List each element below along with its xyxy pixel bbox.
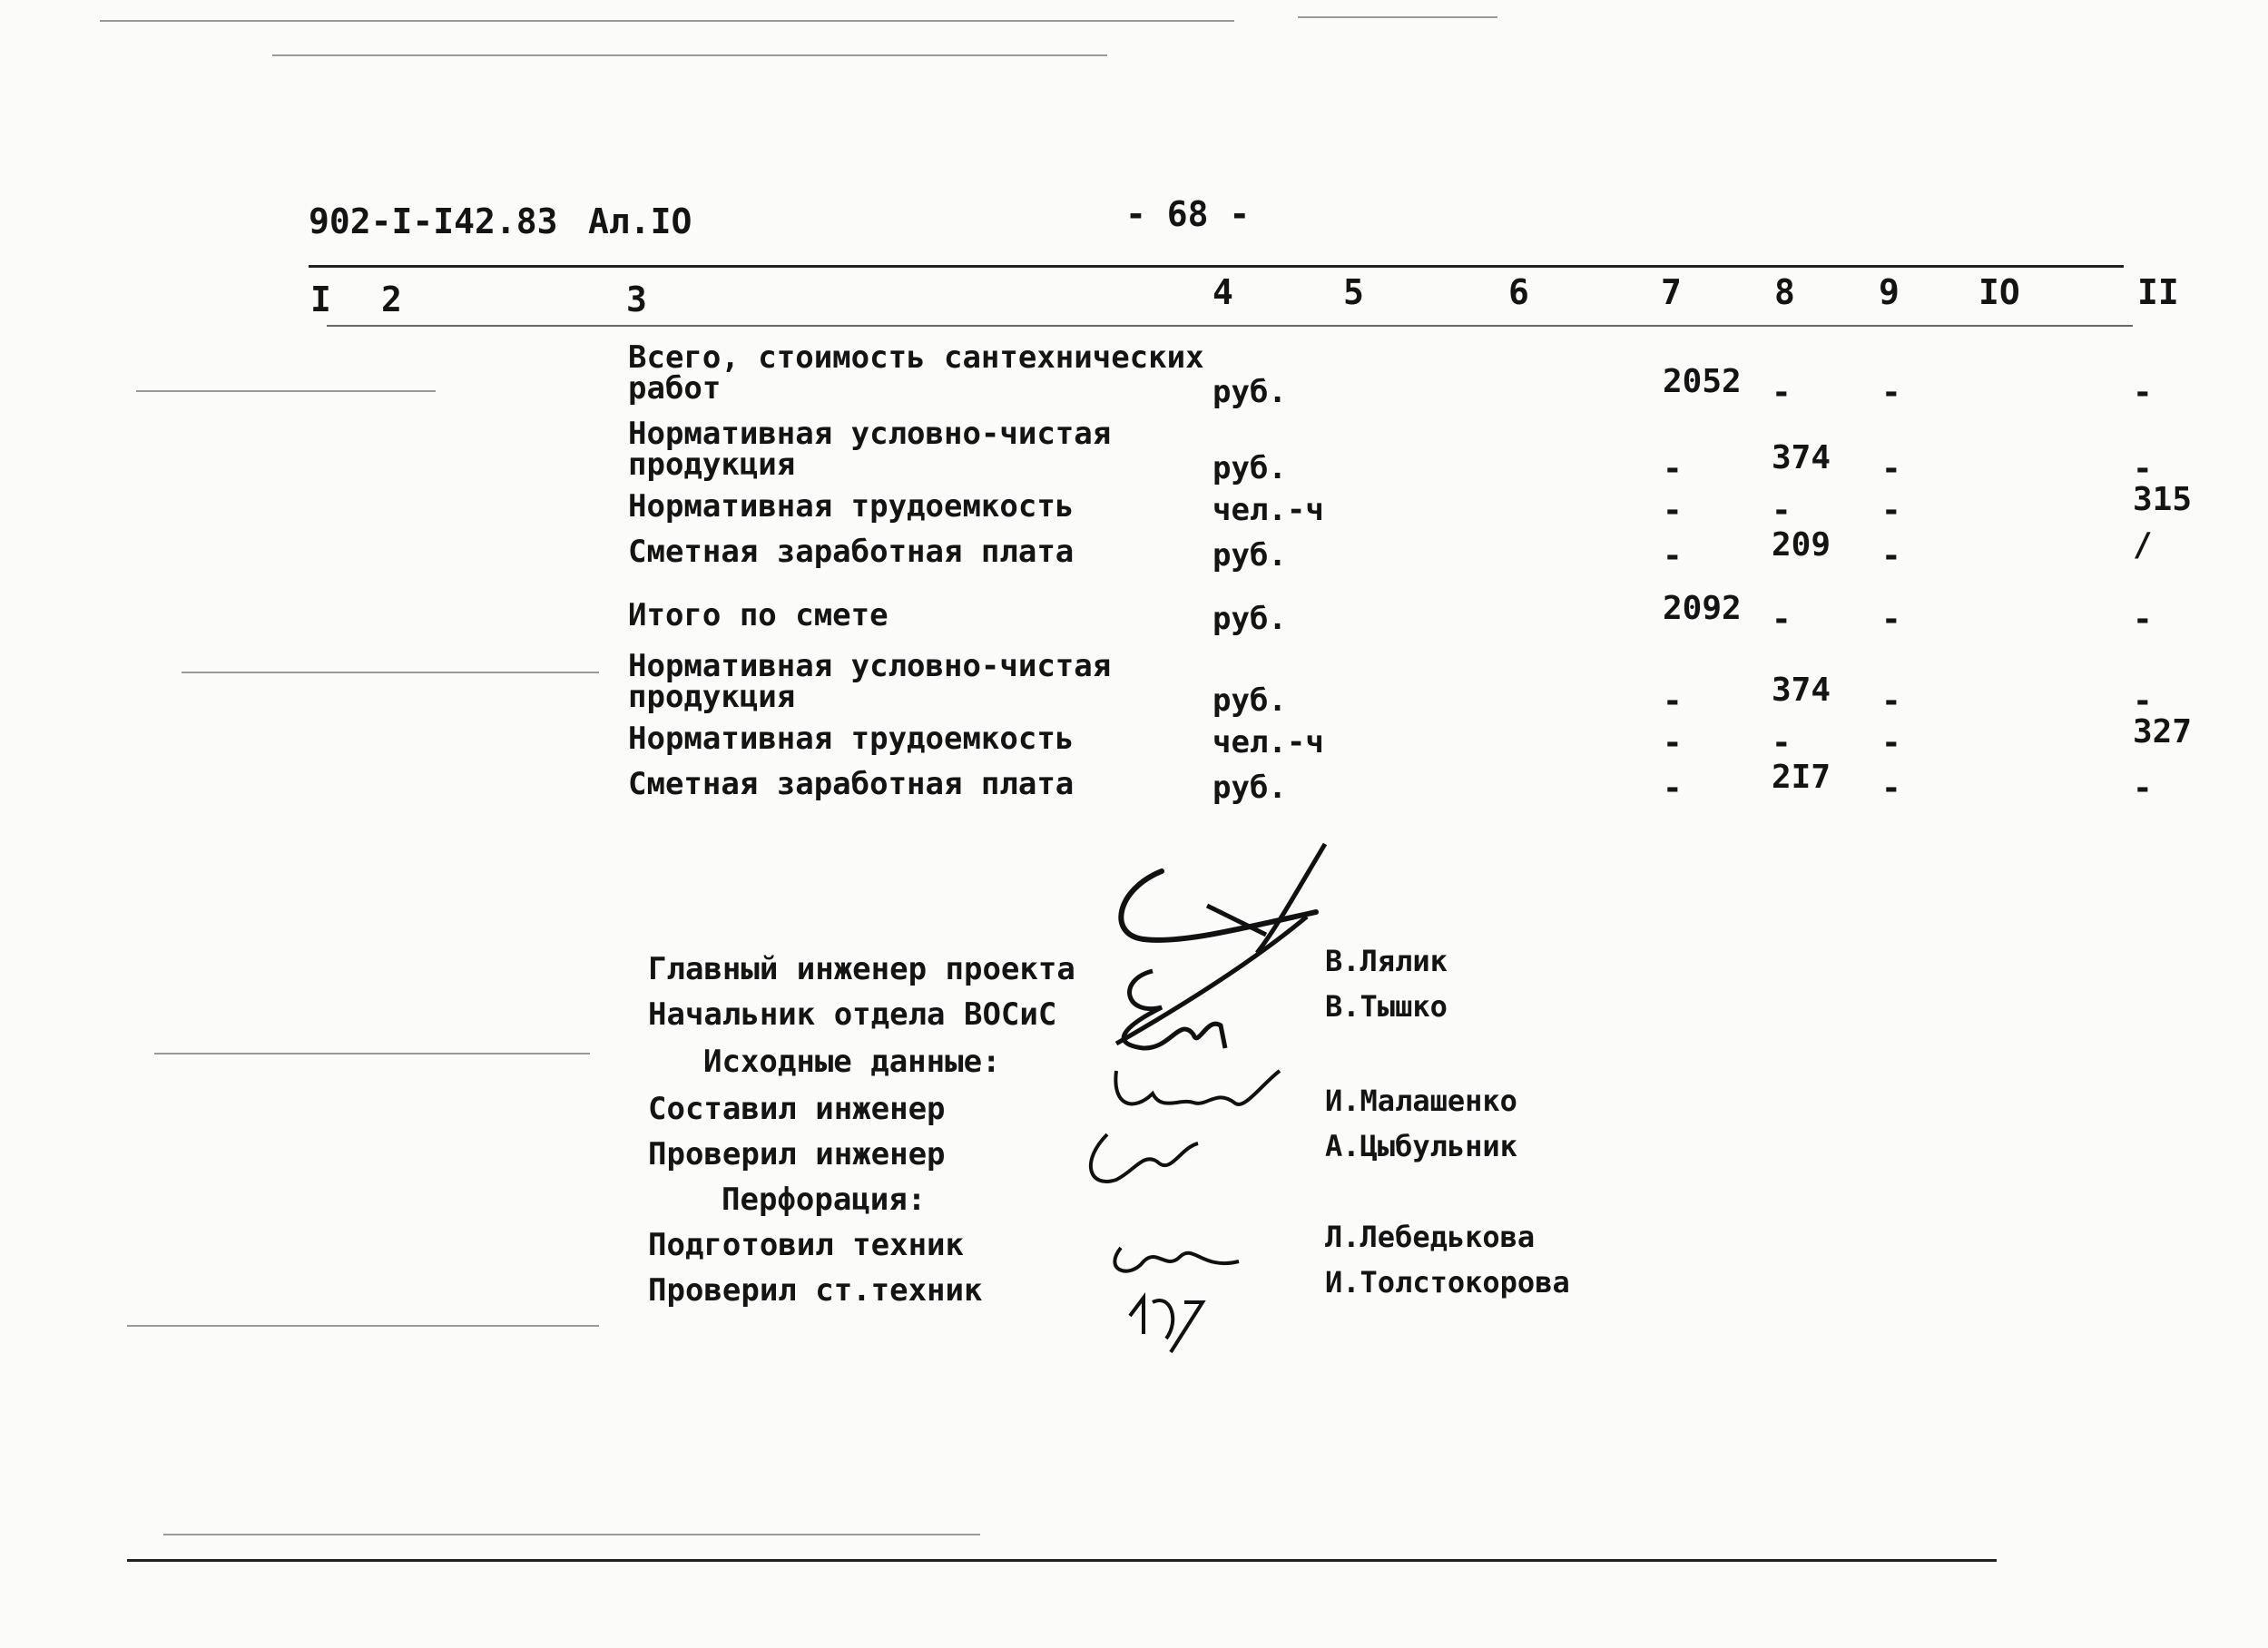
column-number: 9 [1879,272,1900,312]
cell-col-11: 327 [2133,713,2193,750]
cell-col-11: - [2133,682,2153,720]
cell-col-7: - [1663,682,1683,720]
row-description: Сметная заработная плата [628,766,1075,802]
cell-col-8: 209 [1772,526,1831,564]
column-number: I [310,280,331,319]
scan-line [127,1325,599,1327]
signatory-name: В.Тышко [1325,989,1448,1024]
cell-col-7: - [1663,770,1683,807]
cell-col-7: - [1663,724,1683,761]
cell-col-9: - [1881,724,1901,761]
row-description: Нормативная условно-чистая [628,648,1112,684]
signatory-name: И.Толстокорова [1325,1265,1570,1300]
signature-role: Главный инженер проекта [648,951,1075,987]
signature-tolstokorova [1116,1284,1225,1357]
column-number: 8 [1774,272,1795,312]
cell-col-8: - [1772,492,1792,529]
signature-role: Подготовил техник [648,1227,964,1263]
cell-col-9: - [1881,492,1901,529]
signatory-name: Л.Лебедькова [1325,1220,1536,1254]
signature-role: Проверил инженер [648,1136,946,1172]
cell-col-8: - [1772,374,1792,411]
row-description: Нормативная условно-чистая [628,416,1112,452]
page-number: - 68 - [1125,194,1251,234]
scan-line [163,1534,980,1535]
signatory-name: И.Малашенко [1325,1084,1517,1118]
signature-lebedkova [1103,1230,1248,1284]
row-unit: руб. [1213,450,1287,486]
signature-section-heading: Перфорация: [722,1182,927,1218]
column-number: 5 [1343,272,1364,312]
row-unit: руб. [1213,682,1287,719]
cell-col-11: - [2133,374,2153,411]
signatory-name: В.Лялик [1325,944,1448,978]
cell-col-9: - [1881,770,1901,807]
column-number: 2 [381,280,402,319]
cell-col-8: 2I7 [1772,759,1831,796]
cell-col-9: - [1881,682,1901,720]
row-unit: руб. [1213,770,1287,806]
signature-role: Начальник отдела ВОСиС [648,996,1057,1033]
signature-section-heading: Исходные данные: [703,1044,1001,1080]
cell-col-7: 2092 [1663,590,1742,627]
cell-col-9: - [1881,537,1901,574]
cell-col-9: - [1881,601,1901,638]
signatory-name: А.Цыбульник [1325,1129,1517,1163]
row-description: Сметная заработная плата [628,534,1075,570]
scan-line [100,20,1234,22]
signature-role: Проверил ст.техник [648,1272,983,1309]
column-number: 4 [1213,272,1233,312]
row-unit: руб. [1213,374,1287,410]
row-unit: чел.-ч [1213,492,1324,528]
header-rule [309,265,2124,268]
cell-col-8: 374 [1772,439,1831,476]
cell-col-11: - [2133,450,2153,487]
scan-line [136,390,436,392]
doc-code: 902-I-I42.83 [309,201,558,241]
scan-line [154,1053,590,1055]
column-number: 7 [1661,272,1682,312]
cell-col-11: - [2133,601,2153,638]
row-description: работ [628,370,722,407]
signature-malashenko [1107,1062,1289,1125]
scan-line [1298,16,1497,18]
row-description: Всего, стоимость сантехнических [628,339,1204,376]
column-rule [327,325,2133,327]
row-description: продукция [628,679,796,715]
column-number: 3 [626,280,647,319]
row-description: Нормативная трудоемкость [628,488,1075,525]
cell-col-8: 374 [1772,672,1831,709]
signature-tyshko [1089,962,1252,1062]
cell-col-8: - [1772,601,1792,638]
cell-col-11: / [2133,526,2153,564]
cell-col-7: 2052 [1663,363,1742,400]
cell-col-8: - [1772,724,1792,761]
row-description: Нормативная трудоемкость [628,721,1075,757]
album-number: Ал.IO [588,201,692,241]
cell-col-11: - [2133,770,2153,807]
cell-col-11: 315 [2133,481,2193,518]
cell-col-9: - [1881,374,1901,411]
row-unit: руб. [1213,537,1287,574]
row-description: Итого по смете [628,597,889,633]
cell-col-9: - [1881,450,1901,487]
signature-role: Составил инженер [648,1091,946,1127]
column-number: 6 [1508,272,1529,312]
signature-tsybulnik [1071,1125,1207,1198]
cell-col-7: - [1663,450,1683,487]
row-description: продукция [628,446,796,483]
cell-col-7: - [1663,537,1683,574]
cell-col-7: - [1663,492,1683,529]
scan-line [182,672,599,673]
bottom-rule [127,1559,1997,1562]
column-number: II [2137,272,2179,312]
scan-line [272,54,1107,56]
row-unit: руб. [1213,601,1287,637]
column-number: IO [1978,272,2020,312]
row-unit: чел.-ч [1213,724,1324,760]
